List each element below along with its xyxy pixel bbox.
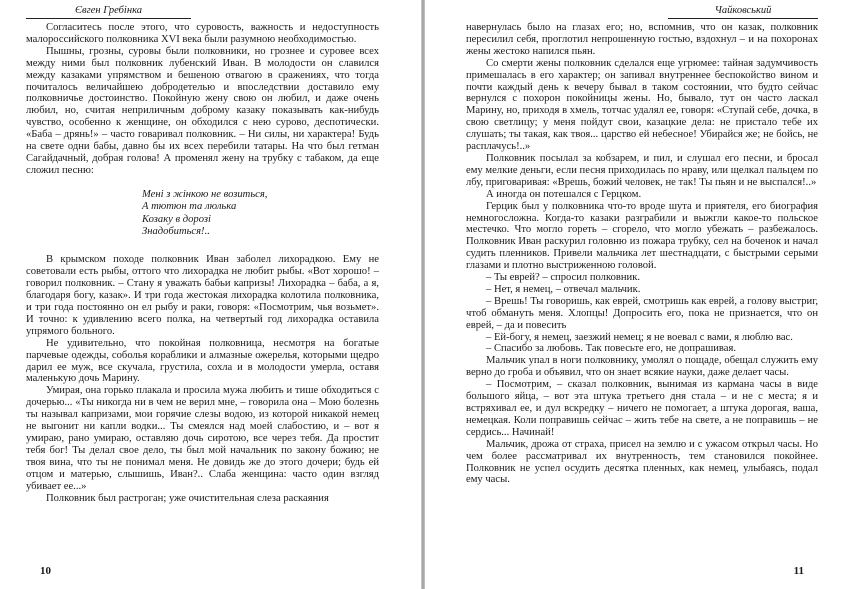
paragraph: Мальчик, дрожа от страха, присел на землю и с ужасом открыл часы. Но чем более рассматривал их внутренность, тем становился покойнее. Полковник не успел осудить десятка пленных, как немец, улыбаясь, подал ему часы.	[466, 438, 818, 486]
poem-line: А тютюн та люлька	[142, 201, 237, 213]
paragraph: – Спасибо за любовь. Так повесьте его, не допрашивая.	[486, 343, 736, 355]
right-page-text	[466, 22, 818, 486]
book-spine	[421, 0, 425, 589]
paragraph: Мальчик упал в ноги полковнику, умолял о пощаде, обещал служить ему верно до гроба и объявил, что он знает всякие науки, даже делает часы.	[466, 355, 818, 379]
paragraph: – Ты еврей? – спросил полковник.	[486, 272, 641, 284]
poem-line: Мені з жінкою не возиться,	[142, 188, 268, 200]
paragraph: В крымском походе полковник Иван заболел лихорадкою. Ему не советовали есть рыбы, оттого что лихорадка не любит рыбы. «Вот хорошо! – говорил полковник. – Стану я уважать бабьи капризы! Лихорадка – баба, а я, благодаря богу, казак». И три года жестокая лихорадка колотила полковника, и три года постоянно он ел рыбу и раки, говоря: «Посмотрим, чья возьмет». И точно: к удивлению всего полка, на четвертый год лихорадка оставила упрямого больного.	[26, 254, 379, 337]
paragraph: – Нет, я немец, – отвечал мальчик.	[486, 283, 641, 295]
left-page	[26, 0, 379, 589]
paragraph: Полковник был растроган; уже очистительная слеза раскаяния	[46, 492, 329, 504]
paragraph: Герцик был у полковника что-то вроде шута и приятеля, его биография немногосложна. Когда-то казаки разграбили и выжгли какое-то польское местечко. Что могло гореть – сгорело, что могло убежать – разбежалось. Полковник Иван раскурил головню из пожара трубку, сел на боченок и начал судить пленников. Привели мальчика лет шестнадцати, с быстрыми серыми глазами и плотно выстриженною головой.	[466, 200, 818, 272]
paragraph: А иногда он потешался с Герцком.	[486, 188, 642, 200]
paragraph: – Врешь! Ты говоришь, как еврей, смотришь как еврей, а голову выстриг, чтоб обмануть меня. Хлопцы! Допросить его, пока не признается, что он еврей, – да и повесить	[466, 295, 818, 331]
paragraph: Не удивительно, что покойная полковница, несмотря на богатые парчевые одежды, соболья кораблики и алмазные ожерелья, которыми щедро дарил ее муж, все скучала, грустила, сохла и в молодости умерла, оставя маленькую дочь Марину.	[26, 337, 379, 385]
paragraph: Полковник посылал за кобзарем, и пил, и слушал его песни, и бросал ему мелкие деньги, если песня приходилась по нраву, или щелкал пальцем по лбу, приговаривая: «Врешь, божий человек, не так! Ты пьян и не выспался!..»	[466, 152, 818, 188]
paragraph: Пышны, грозны, суровы были полковники, но грознее и суровее всех между ними был полковник лубенский Иван. В молодости он славился между казаками упрямством и бешеною отвагою в сражениях, что тогда почиталось величайшею добродетелью и впоследствии доставило ему полковничье достоинство. Покойную жену свою он любил, и даже очень любил, но, считая неприличным доброму казаку показывать как-нибудь чувство, особенно к женщине, он обходился с нею сурово, деспотически. «Баба – дрянь!» – часто говаривал полковник. – Ни силы, ни характера! Будь на свете одни бабы, давно бы их всех перебили татары. На что был гетман Сагайдачный, добрая голова! А променял жену на трубку с табаком, да еще сложил песню:	[26, 45, 379, 176]
paragraph: – Посмотрим, – сказал полковник, вынимая из кармана часы в виде большого яйца, – вот эта штука третьего дня стала – и не с места; я и встряхивал ее, и дул вскредку – ничего не помогает, а штука дорогая, ваша, немецкая. Коли поправишь сейчас – жить тебе на свете, а не поправишь – не сердись... Начинай!	[466, 379, 818, 438]
poem-line: Козаку в дорозі	[142, 213, 211, 225]
page-number-left: 10	[40, 565, 51, 577]
paragraph: Умирая, она горько плакала и просила мужа любить и тише обходиться с дочерью... «Ты никогда ни в чем не верил мне, – говорила она – Мою болезнь ты называл капризами, мои горячие слезы водою, из которой никакой немец не выгонит ни капли водки... Ты смеялся над моей слабостию, и – вот я умираю, рано умираю, оставляю дочь сиротою, все через тебя. Да простит тебя бог! Ты делал свое дело, ты был мой начальник по закону божию; не твоя вина, что ты не понимал меня. Не довидь же до этого дочери; будь ей отцом и матерью, слышишь, Иван?.. Слаба женщина: часто один взгляд убивает ее...»	[26, 385, 379, 492]
paragraph: Согласитесь после этого, что суровость, важность и недоступность малороссийского полковника XVI века были разумною необходимостью.	[26, 22, 379, 45]
right-page	[466, 0, 818, 589]
running-head-right: Чайковський	[668, 4, 818, 19]
running-head-left: Євген Гребінка	[26, 4, 191, 19]
poem	[142, 189, 379, 239]
page-number-right: 11	[793, 565, 804, 577]
paragraph: навернулась было на глазах его; но, вспомнив, что он казак, полковник пересилил себя, проглотил непрошенную гостью, вздохнул – и на похоронах жены жестоко напился пьян.	[466, 22, 818, 57]
paragraph: Со смерти жены полковник сделался еще угрюмее: тайная задумчивость примешалась в его характер; он запивал внутреннее беспокойство вином и почти каждый день к вечеру бывал в таком состоянии, что будто сейчас вернулся с похорон покойницы жены. Но, бывало, тут он часто ласкал Марину, но, приходя в хмель, тотчас удалял ее, говоря: «Ступай себе, дочка, в свою светлицу; у меня пойдут свои, казацкие дела: не пристало тебе их слушать; ты такая, как твоя... царство ей небесное! Убирайся же; не бойсь, не расплачусь!..»	[466, 57, 818, 153]
paragraph: – Ей-богу, я немец, заезжий немец; я не воевал с вами, я люблю вас.	[486, 331, 793, 343]
poem-line: Знадобиться!..	[142, 226, 210, 237]
left-page-text	[26, 22, 379, 504]
